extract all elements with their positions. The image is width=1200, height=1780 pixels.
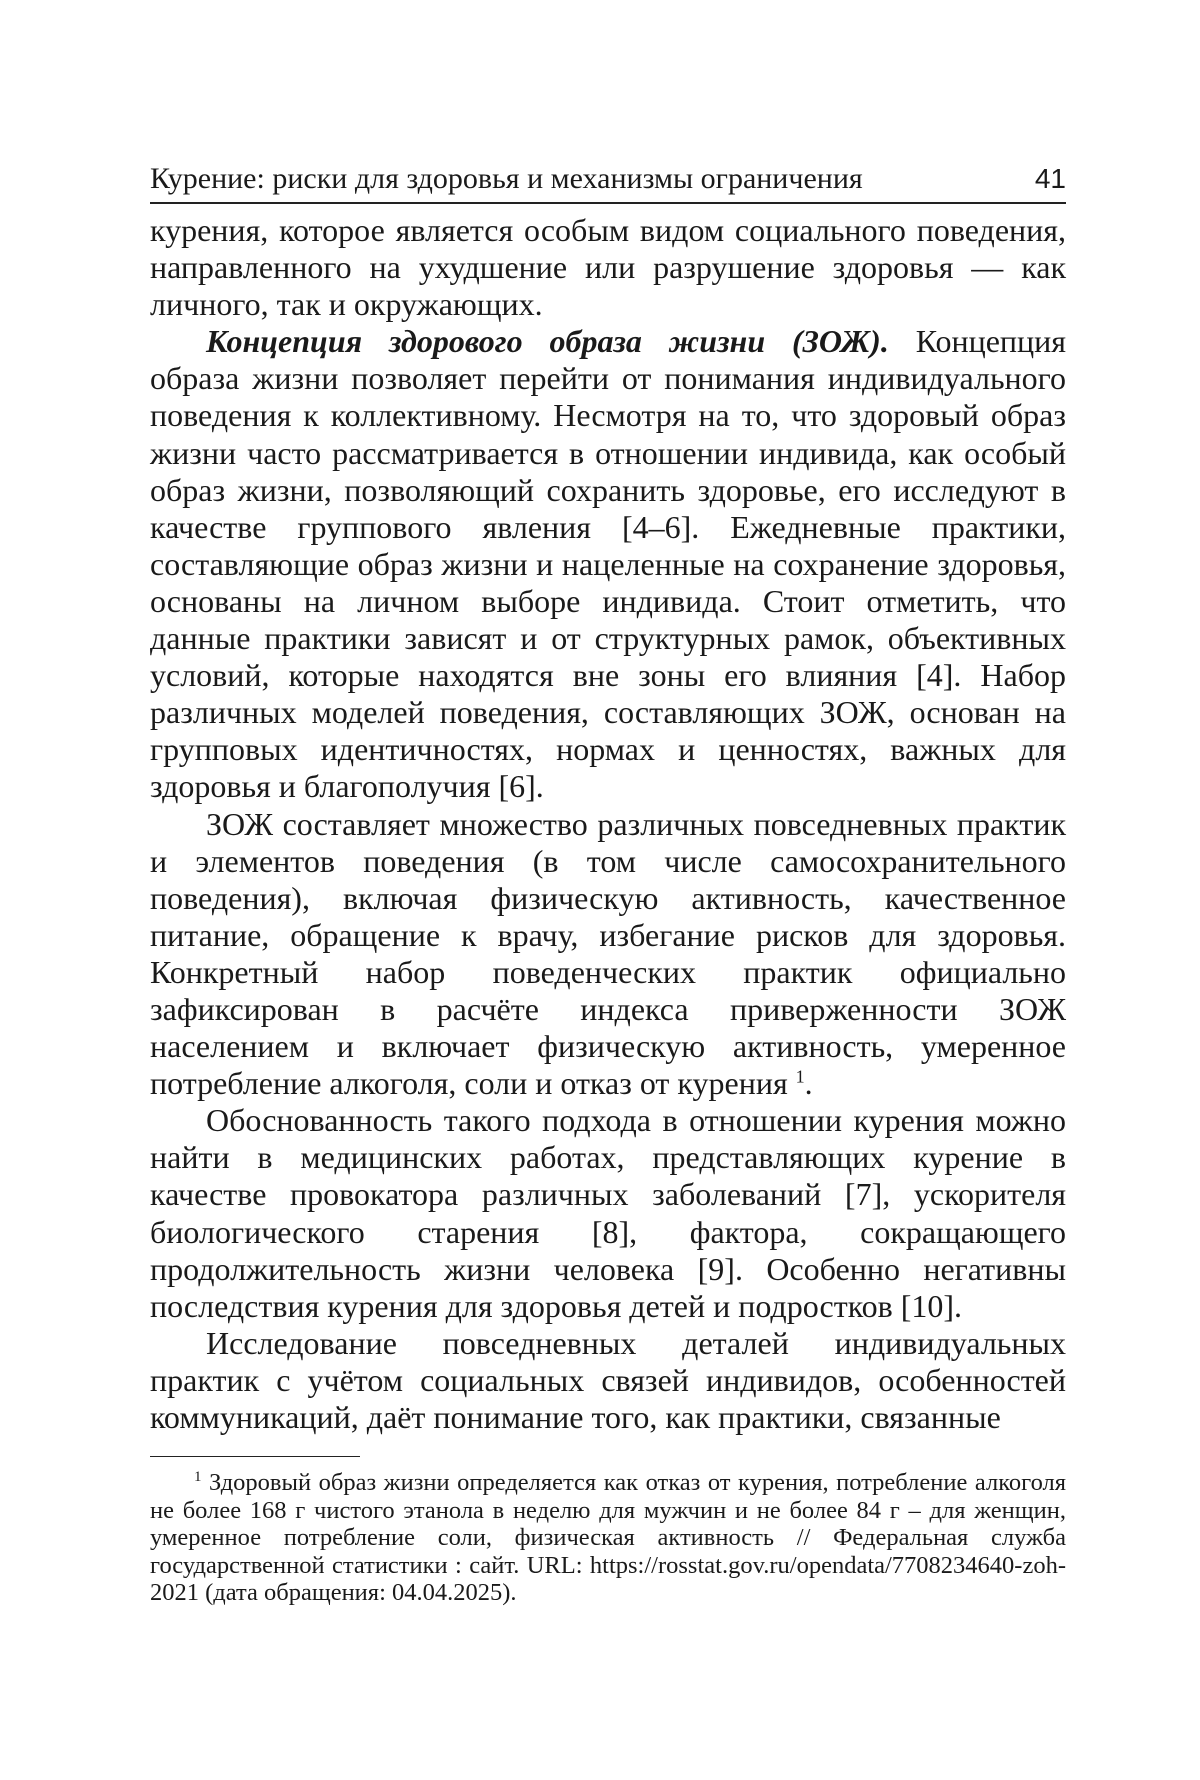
- footnote-divider: [150, 1456, 360, 1457]
- footnote-number: 1: [194, 1468, 202, 1485]
- footnote-text: Здоровый образ жизни определяется как отказ от курения, потребление алкоголя не более 168 г чистого этанола в неделю для мужчин и не более 84 г – для женщин, умеренное потребление соли, физическая активность // Федеральная служба государственной статистики : сайт. URL: https://rosstat.gov.ru/opendata/7708234640-zoh-2021 (дата обращения: 04.04.2025).: [150, 1469, 1066, 1607]
- footnote-reference[interactable]: 1: [795, 1066, 805, 1087]
- paragraph-zozh-practices: [150, 806, 1066, 1103]
- paragraph-medical-works: Обоснованность такого подхода в отношении курения можно найти в медицинских работах, представляющих курение в качестве провокатора различных заболеваний [7], ускорителя биологического старения [8], фактора, сокращающего продолжительность жизни человека [9]. Особенно негативны последствия курения для здоровья детей и подростков [10].: [150, 1102, 1066, 1324]
- book-page: [150, 160, 1066, 1607]
- footnote: [150, 1469, 1066, 1607]
- paragraph-text: ЗОЖ составляет множество различных повседневных практик и элементов поведения (в том числе самосохранительного поведения), включая физическую активность, качественное питание, обращение к врачу, избегание рисков для здоровья. Конкретный набор поведенческих практик официально зафиксирован в расчёте индекса приверженности ЗОЖ населением и включает физическую активность, умеренное потребление алкоголя, соли и отказ от курения: [150, 805, 1066, 1102]
- body-text: [150, 212, 1066, 1436]
- paragraph-end: .: [804, 1065, 813, 1102]
- paragraph-text: Концепция образа жизни позволяет перейти от понимания индивидуального поведения к коллективному. Несмотря на то, что здоровый образ жизни часто рассматривается в отношении индивида, как особый образ жизни, позволяющий сохранить здоровье, его исследуют в качестве группового явления [4–6]. Ежедневные практики, составляющие образ жизни и нацеленные на сохранение здоровья, основаны на личном выборе индивида. Стоит отметить, что данные практики зависят и от структурных рамок, объективных условий, которые находятся вне зоны его влияния [4]. Набор различных моделей поведения, составляющих ЗОЖ, основан на групповых идентичностях, нормах и ценностях, важных для здоровья и благополучия [6].: [150, 323, 1067, 805]
- paragraph-zozh-concept: [150, 323, 1066, 805]
- running-title: Курение: риски для здоровья и механизмы ограничения: [150, 162, 863, 195]
- page-number: 41: [1034, 163, 1066, 194]
- inline-heading: Концепция здорового образа жизни (ЗОЖ).: [206, 323, 889, 360]
- paragraph-everyday-practices: Исследование повседневных деталей индивидуальных практик с учётом социальных связей индивидов, особенностей коммуникаций, даёт понимание того, как практики, связанные: [150, 1324, 1066, 1435]
- running-head: [150, 160, 1066, 204]
- paragraph-continuation: курения, которое является особым видом социального поведения, направленного на ухудшение или разрушение здоровья — как личного, так и окружающих.: [150, 212, 1066, 323]
